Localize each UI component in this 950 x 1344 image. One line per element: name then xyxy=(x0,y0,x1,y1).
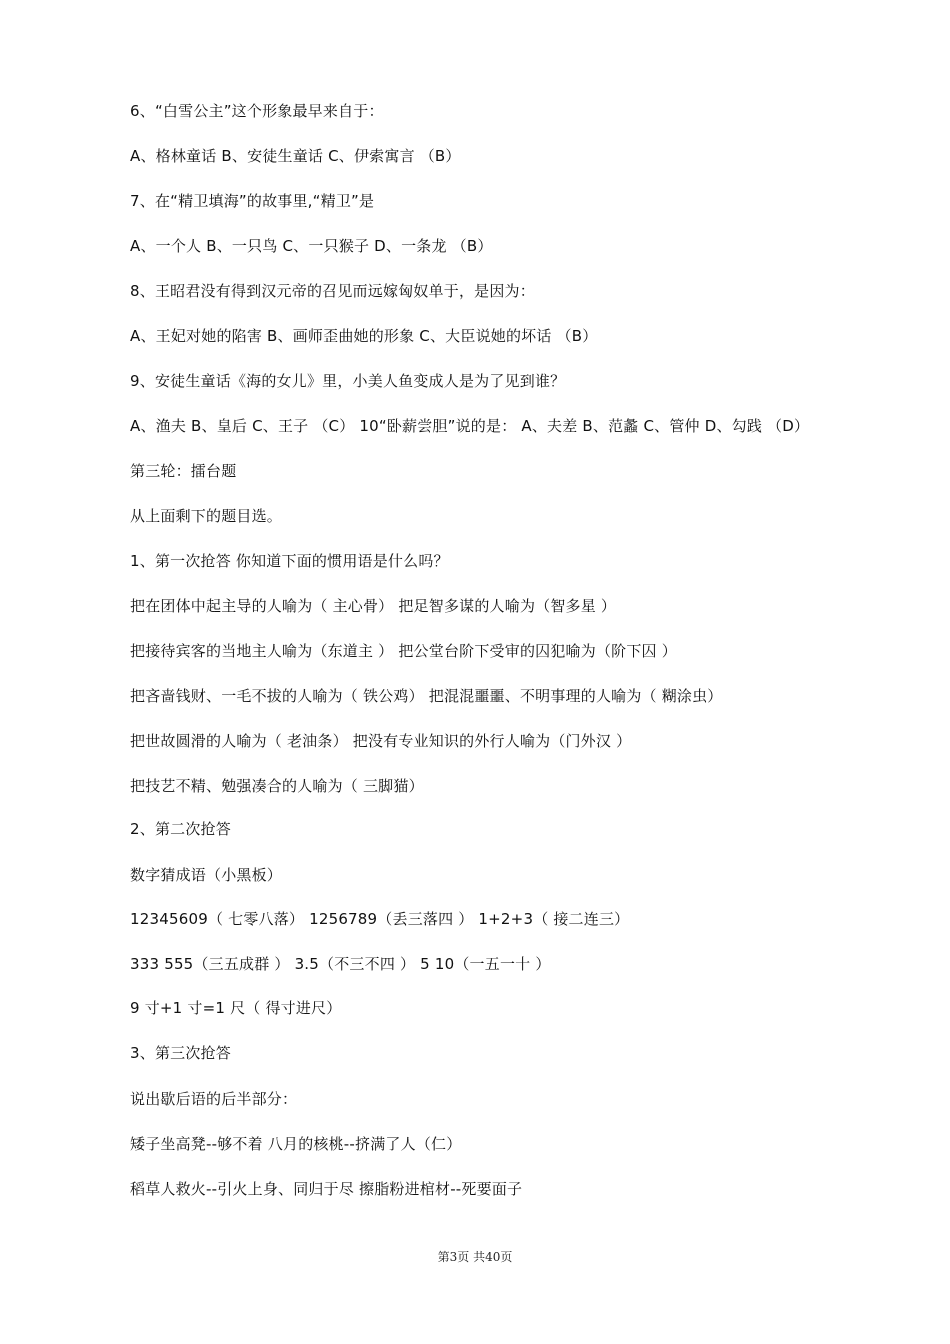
idiom-line: 把技艺不精、勉强凑合的人喻为（ 三脚猫） xyxy=(130,777,424,795)
number-idiom-line: 12345609（ 七零八落） 1256789（丢三落四 ） 1+2+3（ 接二连三） xyxy=(130,910,630,928)
question-9: 9、安徒生童话《海的女儿》里，小美人鱼变成人是为了见到谁？ xyxy=(130,372,566,390)
number-idiom-heading: 数字猜成语（小黑板） xyxy=(130,866,283,884)
number-idiom-line: 9 寸+1 寸=1 尺（ 得寸进尺） xyxy=(130,999,342,1017)
quiz-3-heading: 3、第三次抢答 xyxy=(130,1044,231,1062)
quiz-2-heading: 2、第二次抢答 xyxy=(130,820,231,838)
answer-options-8: A、王妃对她的陷害 B、画师歪曲她的形象 C、大臣说她的坏话 （B） xyxy=(130,327,598,345)
idiom-line: 把接待宾客的当地主人喻为（东道主 ） 把公堂台阶下受审的囚犯喻为（阶下囚 ） xyxy=(130,642,677,660)
question-8: 8、王昭君没有得到汉元帝的召见而远嫁匈奴单于，是因为： xyxy=(130,282,535,300)
number-idiom-line: 333 555（三五成群 ） 3.5（不三不四 ） 5 10（一五一十 ） xyxy=(130,955,551,973)
answer-options-7: A、一个人 B、一只鸟 C、一只猴子 D、一条龙 （B） xyxy=(130,237,493,255)
section-heading-round-3: 第三轮：擂台题 xyxy=(130,462,237,480)
idiom-line: 把世故圆滑的人喻为（ 老油条） 把没有专业知识的外行人喻为（门外汉 ） xyxy=(130,732,632,750)
section-note: 从上面剩下的题目选。 xyxy=(130,507,283,525)
page-number-footer: 第3页 共40页 xyxy=(437,1250,513,1264)
quiz-1-heading: 1、第一次抢答 你知道下面的惯用语是什么吗？ xyxy=(130,552,449,570)
answer-options-6: A、格林童话 B、安徒生童话 C、伊索寓言 （B） xyxy=(130,147,461,165)
idiom-line: 把吝啬钱财、一毛不拔的人喻为（ 铁公鸡） 把混混噩噩、不明事理的人喻为（ 糊涂虫） xyxy=(130,687,723,705)
idiom-line: 把在团体中起主导的人喻为（ 主心骨） 把足智多谋的人喻为（智多星 ） xyxy=(130,597,617,615)
xiehouyu-line: 稻草人救火--引火上身、同归于尽 擦脂粉进棺材--死要面子 xyxy=(130,1180,523,1198)
answer-options-9-10: A、渔夫 B、皇后 C、王子 （C） 10“卧薪尝胆”说的是： A、夫差 B、范蠡 C、管仲 D、勾践 （D） xyxy=(130,417,810,435)
xiehouyu-heading: 说出歇后语的后半部分： xyxy=(130,1090,298,1108)
question-7: 7、在“精卫填海”的故事里,“精卫”是 xyxy=(130,192,375,210)
xiehouyu-line: 矮子坐高凳--够不着 八月的核桃--挤满了人（仁） xyxy=(130,1135,462,1153)
question-6: 6、“白雪公主”这个形象最早来自于： xyxy=(130,102,384,120)
